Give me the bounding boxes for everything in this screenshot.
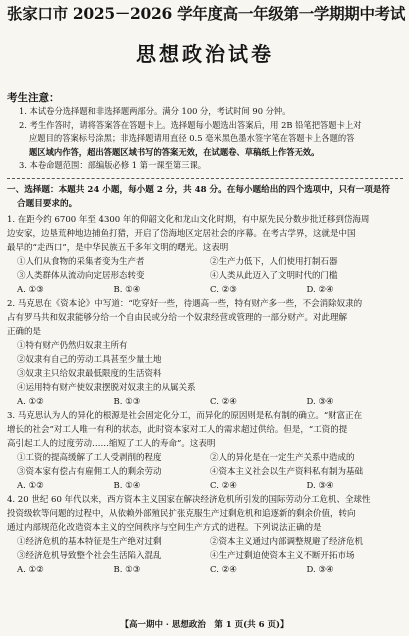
page-footer: 【高一期中 · 思想政治 第 1 页(共 6 页)】 [120, 620, 289, 630]
option-item: ①工资的提高缓解了工人受剥削的程度 [17, 452, 162, 463]
question-stem: 3. 马克思认为人的异化的根源是社会固定化分工，而异化的原因则是私有制的确立。“财富正在 [7, 410, 363, 421]
option-item: ③人类群体从流动向定居形态转变 [17, 270, 145, 281]
section-heading: 一、选择题：本题共 24 小题，每小题 2 分，共 48 分。在每小题给出的四个选项中，只有一项是符 [7, 184, 391, 195]
answer-choice: C. ②④ [210, 396, 237, 407]
notice-line: 2. 考生作答时，请将答案答在答题卡上。选择题每小题选出答案后，用 2B 铅笔把答题卡上对 [19, 119, 362, 130]
question-stem: 通过内部规范化改造资本主义的空间秩序与空间生产方式的进程。下列说法正确的是 [7, 522, 322, 533]
option-row [7, 535, 403, 549]
section-heading-cont: 合题目要求的。 [17, 198, 78, 209]
exam-title: 张家口市 2025－2026 学年度高一年级第一学期期中考试 [7, 4, 406, 23]
question-4 [7, 493, 403, 577]
option-item: ④人类从此迈入了文明时代的门槛 [210, 270, 338, 281]
answer-choice: B. ①③ [113, 564, 141, 575]
answer-choice: C. ②③ [210, 284, 237, 295]
question-stem: 高引起工人的过度劳动……缩短了工人的寿命”。这表明 [7, 438, 216, 449]
notice-line: 1. 本试卷分选择题和非选择题两部分。满分 100 分，考试时间 90 分钟。 [19, 106, 291, 116]
option-item: ④资本主义社会以生产资料私有制为基础 [210, 466, 364, 477]
subject-title: 思想政治试卷 [136, 42, 274, 66]
question-stem: 边安家，边垦荒种地边捕鱼打猎，开启了岱海地区定居社会的序幕。在考古学界，这就是中国 [7, 228, 356, 239]
option-item: ①经济危机的基本特征是生产绝对过剩 [17, 536, 162, 547]
question-3 [7, 409, 403, 493]
answer-choice: A. ①② [17, 564, 44, 575]
question-stem: 最早的“走西口”，是中华民族五千多年文明的曙光。这表明 [7, 242, 229, 253]
option-item: ④生产过剩迫使资本主义不断开拓市场 [210, 550, 355, 561]
answer-choice: C. ②④ [210, 564, 237, 575]
answer-choice: B. ①④ [113, 480, 141, 491]
question-stem: 正确的是 [7, 326, 42, 337]
option-row [7, 255, 403, 269]
option-item: ②生产力低下，人们使用打制石器 [210, 256, 338, 267]
answer-choice: A. ①② [17, 396, 44, 407]
option-row [7, 465, 403, 479]
question-stem: 4. 20 世纪 60 年代以来，西方资本主义国家在解决经济危机所引发的国际劳动分工危机、全球性 [7, 494, 371, 505]
answer-choice: B. ①④ [113, 284, 141, 295]
question-stem: 增长的社会”对工人唯一有利的状态，此时资本家对工人的需求超过供给。但是，“工资的提 [7, 424, 348, 435]
notice-line: 应题目的答案标号涂黑；非选择题请用直径 0.5 毫米黑色墨水签字笔在答题卡上各题的答 [29, 133, 355, 144]
question-1 [7, 213, 403, 297]
option-item: ③资本家有偿占有雇佣工人的剩余劳动 [17, 466, 162, 477]
answer-choice: D. ③④ [306, 480, 334, 491]
notice-title: 考生注意： [7, 92, 60, 104]
question-stem: 投资级软等问题的过程中，从依赖外部殖民扩张克服生产过剩危机和追逐新的剩余价值，转向 [7, 508, 356, 519]
option-item: ②奴隶有自己的劳动工具甚至少量土地 [17, 354, 162, 365]
option-item: ②资本主义通过内部调整规避了经济危机 [210, 536, 364, 547]
answer-choice: A. ①③ [17, 284, 44, 295]
answer-choice: D. ③④ [306, 396, 334, 407]
answer-row [7, 479, 403, 493]
notice-line: 题区域内作答，超出答题区域书写的答案无效，在试题卷、草稿纸上作答无效。 [29, 146, 320, 157]
answer-choice: A. ①② [17, 480, 44, 491]
answer-choice: D. ②④ [306, 284, 334, 295]
question-stem: 占有罗马共和奴隶能够分给一个自由民或分给一个奴隶经营或管理的一部分财产。对此理解 [7, 312, 348, 323]
answer-choice: D. ③④ [306, 564, 334, 575]
option-row [7, 549, 403, 563]
question-stem: 1. 在距今约 6700 年至 4300 年的仰韶文化和龙山文化时期，有中原先民分数步批迁移到岱海周 [7, 214, 370, 225]
option-item: ①特有财产仍然归奴隶主所有 [17, 340, 128, 351]
option-item: ③经济危机导致整个社会生活陷入混乱 [17, 550, 162, 561]
answer-row [7, 563, 403, 577]
option-item: ④运用特有财产使奴隶摆脱对奴隶主的从属关系 [17, 382, 196, 393]
answer-choice: B. ①③ [113, 396, 141, 407]
answer-choice: C. ②④ [210, 480, 237, 491]
option-item: ①人们从食物的采集者变为生产者 [17, 256, 145, 267]
notice-line: 3. 本卷命题范围：部编版必修 1 第一课至第三课。 [19, 160, 207, 171]
question-2 [7, 297, 403, 409]
option-item: ③奴隶主只给奴隶最低限度的生活资料 [17, 368, 162, 379]
answer-row [7, 395, 403, 409]
option-row [7, 269, 403, 283]
option-item: ②人的异化是在一定生产关系中造成的 [210, 452, 355, 463]
answer-row [7, 283, 403, 297]
divider [7, 178, 403, 179]
option-row [7, 451, 403, 465]
question-stem: 2. 马克思在《资本论》中写道：“吃穿好一些，待遇高一些，特有财产多一些，不会消除奴隶的 [7, 298, 363, 309]
